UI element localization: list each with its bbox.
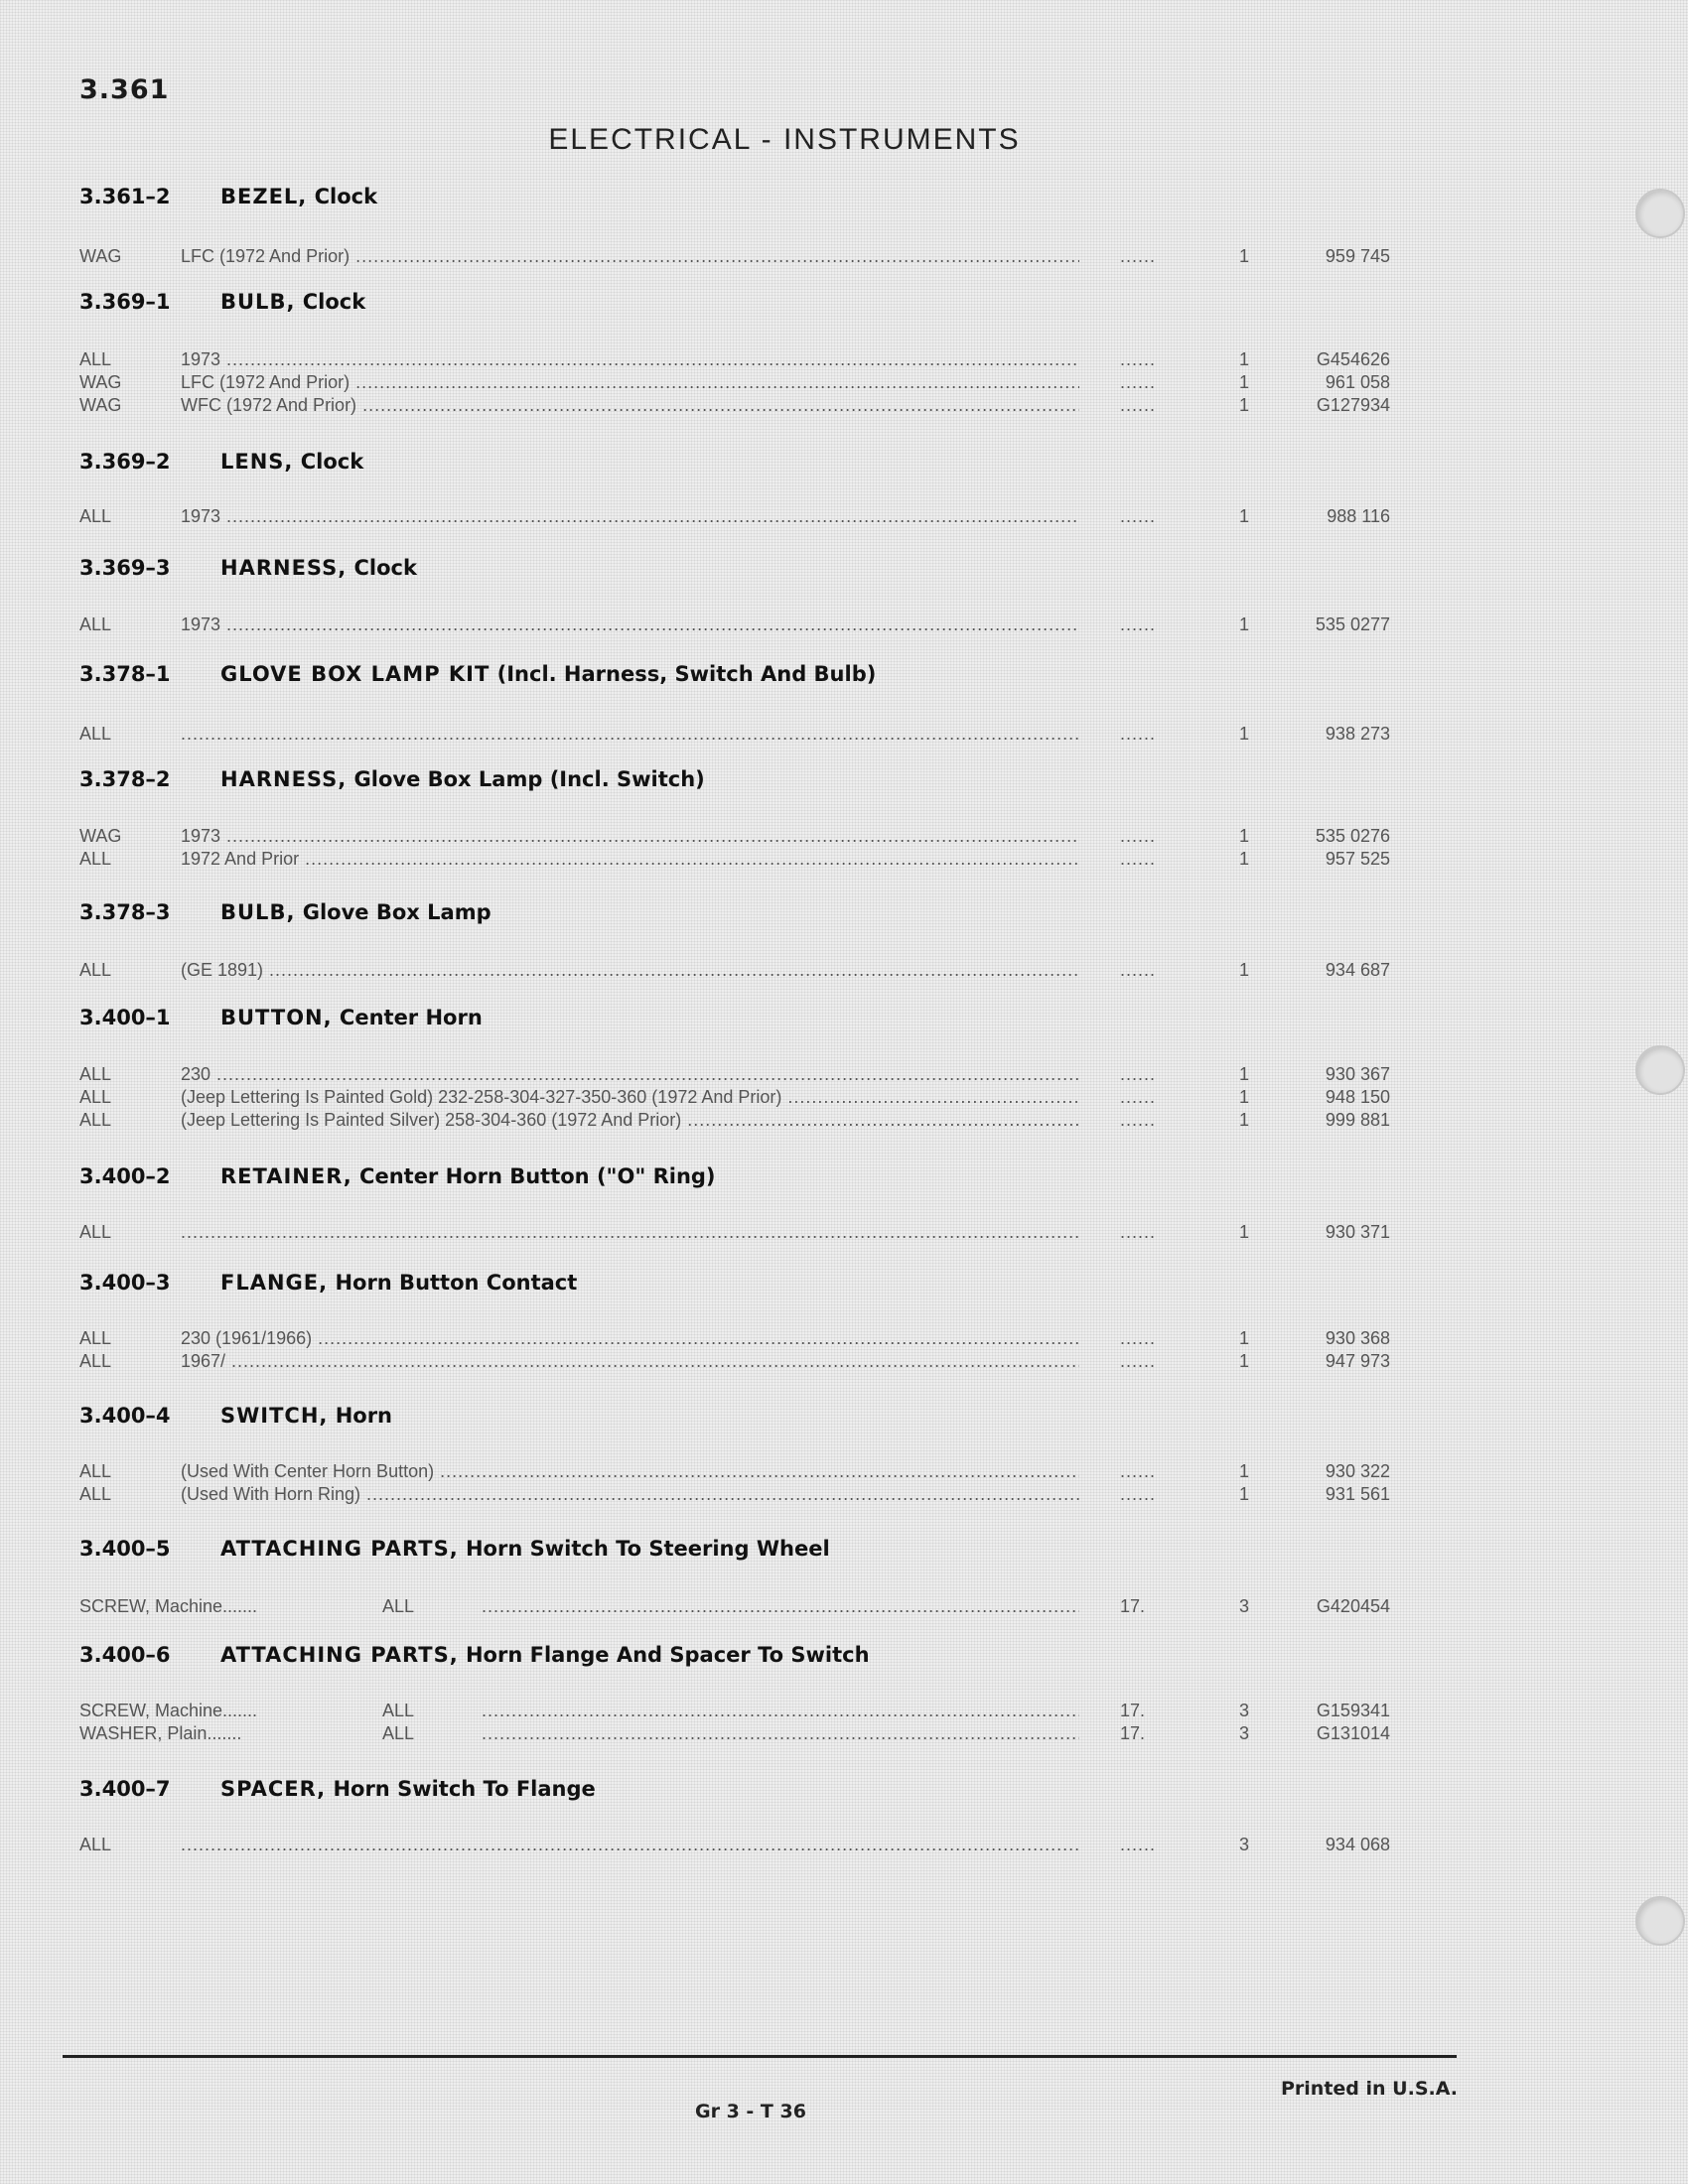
- section-number: 3.400–2: [79, 1164, 171, 1188]
- row-description: (Used With Center Horn Button) .....: [181, 1461, 1079, 1482]
- quantity: 1: [1238, 826, 1249, 846]
- part-number: 961 058: [1325, 372, 1390, 392]
- page-title: ELECTRICAL - INSTRUMENTS: [548, 123, 1021, 156]
- row-description: 1973 .....: [181, 349, 1079, 370]
- section-name: [220, 1164, 716, 1188]
- section-number: 3.369–3: [79, 556, 171, 580]
- quantity: 1: [1238, 1461, 1249, 1481]
- quantity: 1: [1238, 372, 1249, 392]
- reference-column: ......: [1120, 1484, 1157, 1504]
- part-number: 930 322: [1325, 1461, 1390, 1481]
- reference-column: ......: [1120, 1222, 1157, 1242]
- page-number: 3.361: [79, 74, 170, 105]
- model-code: ALL: [382, 1596, 415, 1616]
- model-code: ALL: [382, 1723, 415, 1743]
- part-number: G420454: [1316, 1596, 1390, 1616]
- reference-column: ......: [1120, 849, 1157, 869]
- part-row: [0, 826, 1688, 848]
- model-code: ALL: [79, 849, 112, 869]
- row-description: [482, 1596, 1079, 1617]
- part-noun: ATTACHING PARTS,: [220, 1643, 459, 1667]
- reference-column: ......: [1120, 614, 1157, 634]
- reference-column: ......: [1120, 506, 1157, 526]
- quantity: 1: [1238, 395, 1249, 415]
- section-number: 3.400–5: [79, 1537, 171, 1561]
- model-code: ALL: [79, 1110, 112, 1130]
- part-noun: LENS,: [220, 450, 294, 474]
- reference-column: ......: [1120, 349, 1157, 369]
- section-name: [220, 1643, 870, 1667]
- row-description: 230 .....: [181, 1064, 1079, 1085]
- reference-column: ......: [1120, 1087, 1157, 1107]
- part-description: Horn Button Contact: [335, 1271, 578, 1295]
- part-noun: BUTTON,: [220, 1006, 333, 1029]
- part-noun: HARNESS,: [220, 556, 348, 580]
- section-number: 3.378–3: [79, 900, 171, 924]
- part-row: [0, 1351, 1688, 1373]
- quantity: 1: [1238, 1064, 1249, 1084]
- model-code: ALL: [79, 960, 112, 980]
- binder-hole-middle: [1635, 1045, 1685, 1095]
- part-description: Horn Switch To Flange: [333, 1777, 596, 1801]
- row-description: 1967/ .....: [181, 1351, 1079, 1372]
- model-code: ALL: [382, 1701, 415, 1720]
- part-description: Horn Switch To Steering Wheel: [465, 1537, 830, 1561]
- quantity: 1: [1238, 349, 1249, 369]
- part-number: G159341: [1316, 1701, 1390, 1720]
- reference-column: ......: [1120, 1351, 1157, 1371]
- quantity: 3: [1238, 1596, 1249, 1616]
- reference-column: ......: [1120, 1835, 1157, 1854]
- quantity: 1: [1238, 1087, 1249, 1107]
- binder-hole-bottom: [1635, 1896, 1685, 1946]
- quantity: 1: [1238, 1222, 1249, 1242]
- quantity: 1: [1238, 614, 1249, 634]
- model-code: WAG: [79, 246, 122, 266]
- part-number: 938 273: [1325, 724, 1390, 744]
- row-description: [482, 1723, 1079, 1744]
- part-row: [0, 614, 1688, 636]
- part-number: 931 561: [1325, 1484, 1390, 1504]
- model-code: ALL: [79, 1461, 112, 1481]
- quantity: 3: [1238, 1835, 1249, 1854]
- model-code: ALL: [79, 1328, 112, 1348]
- part-noun: ATTACHING PARTS,: [220, 1537, 459, 1561]
- part-number: 934 068: [1325, 1835, 1390, 1854]
- part-description: Center Horn: [339, 1006, 483, 1029]
- part-row: [0, 1064, 1688, 1086]
- section-number: 3.369–1: [79, 290, 171, 314]
- row-description: 1973 .....: [181, 614, 1079, 635]
- section-number: 3.400–4: [79, 1404, 171, 1428]
- section-name: [220, 185, 377, 208]
- section-number: 3.378–2: [79, 767, 171, 791]
- row-description: 1973 .....: [181, 506, 1079, 527]
- row-description: (Jeep Lettering Is Painted Silver) 258-304-360 (1972 And Prior) .....: [181, 1110, 1079, 1131]
- part-noun: RETAINER,: [220, 1164, 352, 1188]
- part-number: 930 367: [1325, 1064, 1390, 1084]
- item-name: WASHER, Plain.......: [79, 1723, 242, 1743]
- part-row: [0, 395, 1688, 417]
- row-description: (Jeep Lettering Is Painted Gold) 232-258-304-327-350-360 (1972 And Prior) .....: [181, 1087, 1079, 1108]
- model-code: ALL: [79, 506, 112, 526]
- part-row: [0, 1723, 1688, 1745]
- row-description: LFC (1972 And Prior) .....: [181, 246, 1079, 267]
- model-code: ALL: [79, 1064, 112, 1084]
- part-row: [0, 1328, 1688, 1350]
- part-number: 957 525: [1325, 849, 1390, 869]
- section-name: [220, 290, 365, 314]
- reference-column: ......: [1120, 826, 1157, 846]
- section-name: [220, 1777, 596, 1801]
- model-code: WAG: [79, 395, 122, 415]
- section-number: 3.400–1: [79, 1006, 171, 1029]
- part-number: 535 0276: [1315, 826, 1390, 846]
- section-number: 3.400–6: [79, 1643, 171, 1667]
- part-row: [0, 1461, 1688, 1483]
- part-row: [0, 1484, 1688, 1506]
- reference-column: ......: [1120, 395, 1157, 415]
- item-name: SCREW, Machine.......: [79, 1596, 258, 1616]
- section-name: [220, 900, 492, 924]
- row-description: 230 (1961/1966) .....: [181, 1328, 1079, 1349]
- model-code: ALL: [79, 1222, 112, 1242]
- quantity: 1: [1238, 960, 1249, 980]
- row-description: (Used With Horn Ring) .....: [181, 1484, 1079, 1505]
- part-row: [0, 246, 1688, 268]
- part-number: 934 687: [1325, 960, 1390, 980]
- part-row: [0, 1222, 1688, 1244]
- item-name: SCREW, Machine.......: [79, 1701, 258, 1720]
- section-number: 3.361–2: [79, 185, 171, 208]
- model-code: ALL: [79, 724, 112, 744]
- quantity: 3: [1238, 1723, 1249, 1743]
- model-code: ALL: [79, 1484, 112, 1504]
- part-row: [0, 849, 1688, 871]
- part-row: [0, 1835, 1688, 1856]
- quantity: 1: [1238, 1328, 1249, 1348]
- quantity: 1: [1238, 724, 1249, 744]
- part-number: 947 973: [1325, 1351, 1390, 1371]
- row-description: 1973 .....: [181, 826, 1079, 847]
- reference-column: ......: [1120, 246, 1157, 266]
- reference-column: ......: [1120, 1461, 1157, 1481]
- part-description: Clock: [353, 556, 417, 580]
- reference-column: ......: [1120, 1110, 1157, 1130]
- part-description: Horn: [335, 1404, 393, 1428]
- part-noun: SWITCH,: [220, 1404, 329, 1428]
- row-description: [181, 1222, 1079, 1243]
- part-row: [0, 1087, 1688, 1109]
- quantity: 1: [1238, 1351, 1249, 1371]
- part-description: (Incl. Harness, Switch And Bulb): [496, 662, 877, 686]
- model-code: WAG: [79, 372, 122, 392]
- model-code: ALL: [79, 1835, 112, 1854]
- reference-column: ......: [1120, 724, 1157, 744]
- part-number: 930 371: [1325, 1222, 1390, 1242]
- model-code: ALL: [79, 614, 112, 634]
- row-description: 1972 And Prior .....: [181, 849, 1079, 870]
- row-description: [482, 1701, 1079, 1721]
- model-code: WAG: [79, 826, 122, 846]
- section-number: 3.378–1: [79, 662, 171, 686]
- part-number: 948 150: [1325, 1087, 1390, 1107]
- reference-column: 17.: [1120, 1596, 1146, 1616]
- reference-column: ......: [1120, 960, 1157, 980]
- section-number: 3.400–3: [79, 1271, 171, 1295]
- part-row: [0, 349, 1688, 371]
- part-noun: BEZEL,: [220, 185, 308, 208]
- part-description: Clock: [314, 185, 378, 208]
- model-code: ALL: [79, 1351, 112, 1371]
- footer-rule: [63, 2055, 1457, 2058]
- section-name: [220, 450, 363, 474]
- section-name: [220, 662, 876, 686]
- part-number: 959 745: [1325, 246, 1390, 266]
- part-description: Glove Box Lamp (Incl. Switch): [353, 767, 705, 791]
- part-row: [0, 506, 1688, 528]
- row-description: (GE 1891) .....: [181, 960, 1079, 981]
- part-description: Horn Flange And Spacer To Switch: [465, 1643, 870, 1667]
- part-row: [0, 1110, 1688, 1132]
- part-number: G131014: [1316, 1723, 1390, 1743]
- part-description: Clock: [300, 450, 364, 474]
- part-row: [0, 372, 1688, 394]
- row-description: WFC (1972 And Prior) .....: [181, 395, 1079, 416]
- reference-column: 17.: [1120, 1723, 1146, 1743]
- printed-in-usa: Printed in U.S.A.: [1281, 2078, 1458, 2100]
- reference-column: ......: [1120, 1064, 1157, 1084]
- quantity: 1: [1238, 849, 1249, 869]
- binder-hole-top: [1635, 189, 1685, 238]
- section-number: 3.369–2: [79, 450, 171, 474]
- quantity: 1: [1238, 1484, 1249, 1504]
- model-code: ALL: [79, 349, 112, 369]
- part-number: 930 368: [1325, 1328, 1390, 1348]
- part-noun: BULB,: [220, 900, 296, 924]
- part-row: [0, 1701, 1688, 1722]
- part-noun: FLANGE,: [220, 1271, 329, 1295]
- part-number: G127934: [1316, 395, 1390, 415]
- reference-column: 17.: [1120, 1701, 1146, 1720]
- quantity: 1: [1238, 1110, 1249, 1130]
- part-description: Clock: [302, 290, 366, 314]
- model-code: ALL: [79, 1087, 112, 1107]
- part-noun: HARNESS,: [220, 767, 348, 791]
- row-description: [181, 1835, 1079, 1855]
- quantity: 3: [1238, 1701, 1249, 1720]
- row-description: LFC (1972 And Prior) .....: [181, 372, 1079, 393]
- section-name: [220, 1006, 483, 1029]
- part-noun: GLOVE BOX LAMP KIT: [220, 662, 491, 686]
- section-name: [220, 1271, 577, 1295]
- section-name: [220, 1537, 830, 1561]
- reference-column: ......: [1120, 1328, 1157, 1348]
- section-name: [220, 556, 417, 580]
- part-description: Center Horn Button ("O" Ring): [359, 1164, 716, 1188]
- quantity: 1: [1238, 506, 1249, 526]
- part-number: 988 116: [1327, 506, 1390, 526]
- part-number: G454626: [1316, 349, 1390, 369]
- part-row: [0, 724, 1688, 746]
- part-description: Glove Box Lamp: [302, 900, 492, 924]
- quantity: 1: [1238, 246, 1249, 266]
- part-noun: BULB,: [220, 290, 296, 314]
- part-row: [0, 1596, 1688, 1618]
- reference-column: ......: [1120, 372, 1157, 392]
- footer-page-code: Gr 3 - T 36: [695, 2101, 806, 2122]
- part-number: 535 0277: [1315, 614, 1390, 634]
- section-name: [220, 1404, 392, 1428]
- part-number: 999 881: [1325, 1110, 1390, 1130]
- row-description: [181, 724, 1079, 745]
- section-name: [220, 767, 705, 791]
- part-row: [0, 960, 1688, 982]
- part-noun: SPACER,: [220, 1777, 327, 1801]
- section-number: 3.400–7: [79, 1777, 171, 1801]
